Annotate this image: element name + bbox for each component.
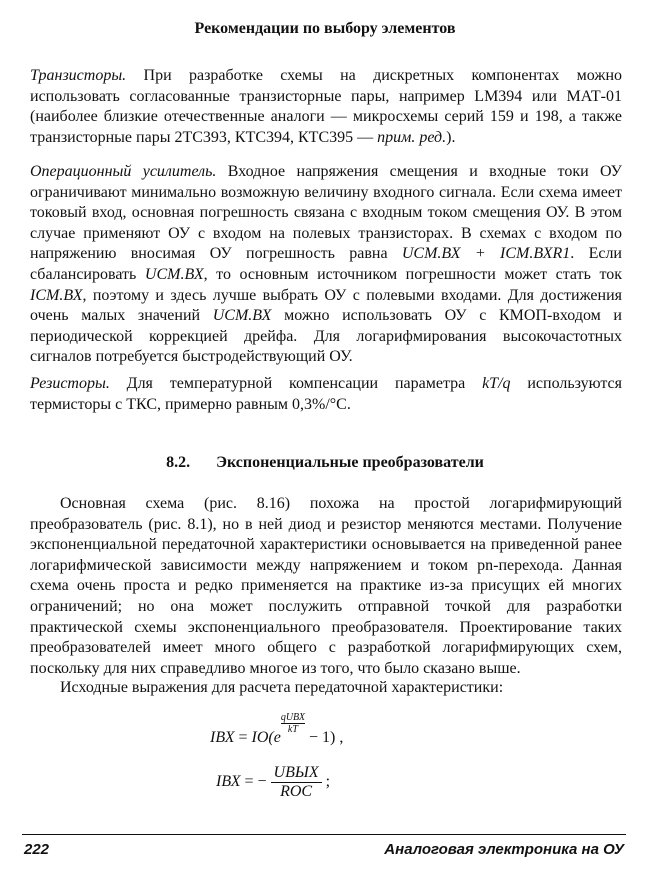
section-name: Экспоненциальные преобразователи	[216, 454, 484, 471]
formula-2-end: ;	[321, 773, 331, 791]
formula-2-den: RОС	[280, 783, 313, 800]
resistors-expr: kT/q	[482, 375, 511, 392]
paragraph-transistors	[30, 66, 622, 148]
page-heading: Рекомендации по выбору элементов	[194, 20, 456, 37]
formula-2-lhs: IВХ	[216, 773, 241, 791]
opamp-body-1: Входное напряжения смещения и входные токи ОУ ограничивают минимально возможную величину входного сигнала. Если схема имеет токовый вход, основная погрешность связана с входным током смещения ОУ. В этом случае применяют ОУ с входом на полевых транзисторах. В схемах с входом по напряжению вносимая ОУ погрешность равна	[30, 163, 623, 263]
formula-2-eq: = −	[240, 773, 271, 791]
formula-2	[216, 764, 330, 801]
formula-1-rhs-b: − 1) ,	[305, 729, 344, 746]
running-title: Аналоговая электроника на ОУ	[384, 841, 624, 858]
opamp-body-2: . Если сбалансировать	[30, 245, 622, 283]
footer-divider	[22, 834, 626, 835]
formula-1-rhs-a: IО(e	[251, 729, 281, 746]
transistors-tail: прим. ред.	[377, 128, 447, 146]
formula-1-exponent	[281, 712, 305, 735]
opamp-body-4: , поэтому и здесь лучше выбрать ОУ с полевыми входами. Для достижения очень малых значений	[30, 286, 622, 325]
formula-1-exp-den: kT	[287, 724, 298, 735]
formula-1-exp-num: qUВХ	[280, 712, 306, 723]
paragraph-resistors	[30, 374, 622, 415]
formula-2-num: UВЫХ	[271, 764, 322, 783]
resistors-body: Для температурной компенсации параметра	[109, 375, 483, 392]
resistors-lead: Резисторы.	[30, 375, 110, 392]
section-title	[0, 454, 650, 472]
opamp-expr-1: UСМ.ВХ + IСМ.ВХR1	[401, 245, 571, 263]
formula-1-lhs: IВХ	[210, 729, 235, 746]
paragraph-intro-formulas: Исходные выражения для расчета передаточной характеристики:	[60, 679, 504, 696]
formula-2-fraction	[271, 764, 322, 801]
formula-1	[210, 712, 343, 747]
resistors-end: используются термисторы с ТКС, примерно равным 0,3%/°С.	[30, 375, 623, 413]
transistors-end: ).	[446, 128, 456, 146]
transistors-body: При разработке схемы на дискретных компонентах можно использовать согласованные транзисторные пары, например LM394 или МАТ-01 (наиболее близкие отечественные аналоги — микросхемы серий 159 и 198, а также транзисторные пары 2ТС393, КТС394, КТС395 —	[30, 67, 622, 146]
transistors-lead: Транзисторы.	[30, 67, 127, 84]
opamp-expr-2: UСМ.ВХ	[144, 265, 204, 283]
formula-1-eq: =	[234, 729, 252, 746]
page-number: 222	[24, 841, 50, 858]
section-number: 8.2.	[166, 454, 191, 471]
opamp-expr-3: IСМ.ВХ	[30, 286, 83, 304]
opamp-expr-4: UСМ.ВХ	[212, 307, 272, 325]
paragraph-opamp	[30, 162, 622, 368]
opamp-lead: Операционный усилитель.	[30, 163, 217, 180]
opamp-body-3: , то основным источником погрешности может стать ток	[203, 265, 623, 283]
opamp-body-5: можно использовать ОУ с КМОП-входом и периодической коррекцией дрейфа. Для логарифмирования высокочастотных сигналов потребуется быстродействующий ОУ.	[30, 307, 622, 366]
paragraph-main: Основная схема (рис. 8.16) похожа на простой логарифмирующий преобразователь (рис. 8.1), но в ней диод и резистор меняются местами. Получение экспоненциальной передаточной характеристики основывается на приведенной ранее логарифмической зависимости между напряжением и током pn-перехода. Данная схема очень проста и редко применяется на практике из-за присущих ей многих ограничений; но она может послужить отправной точкой для разработки практической схемы экспоненциального преобразователя. Проектирование таких преобразователей имеет много общего с разработкой логарифмирующих схем, поскольку для них справедливо многое из того, что было сказано выше.	[30, 495, 622, 677]
